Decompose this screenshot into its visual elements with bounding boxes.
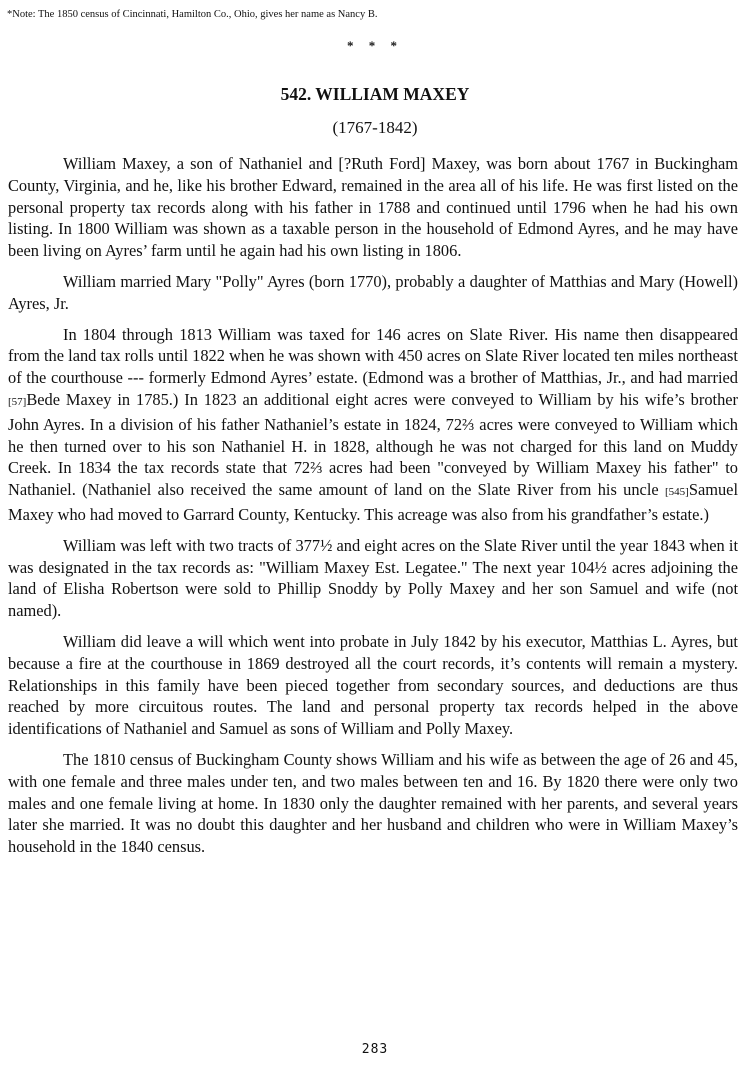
paragraph-birth: William Maxey, a son of Nathaniel and [?Ruth Ford] Maxey, was born about 1767 in Buckingham County, Virginia, and he, like his brother Edward, remained in the area all of his life. He was first listed on the personal property tax records along with his father in 1788 and continued until 1796 when he had his own listing. In 1800 William was shown as a taxable person in the household of Edmond Ayres, and he may have been living on Ayres’ farm until he again had his own listing in 1806. xyxy=(8,154,738,261)
paragraph-census: The 1810 census of Buckingham County shows William and his wife as between the age of 26 and 45, with one female and three males under ten, and two males between ten and 16. By 1820 there were only two males and one female living at home. In 1830 only the daughter remained with her parents, and several years later she married. It was no doubt this daughter and her husband and children who were in William Maxey’s household in the 1840 census. xyxy=(8,749,738,857)
entry-dates: (1767-1842) xyxy=(332,118,418,137)
entry-title: 542. WILLIAM MAXEY xyxy=(280,84,470,104)
cross-reference-545: [545] xyxy=(665,486,689,499)
page-number: 283 xyxy=(361,1042,389,1057)
paragraph-land-text-a: In 1804 through 1813 William was taxed for 146 acres on Slate River. His name then disappeared from the land tax rolls until 1822 when he was shown with 450 acres on Slate River located ten miles northeast of the courthouse --- formerly Edmond Ayres’ estate. (Edmond was a brother of Matthias, Jr., and had married xyxy=(8,324,738,388)
paragraph-will: William did leave a will which went into probate in July 1842 by his executor, Matthias L. Ayres, but because a fire at the courthouse in 1869 destroyed all the court records, it’s contents will remain a mystery. Relationships in this family have been pieced together from secondary sources, and deductions are thus reached by more circuitous routes. The land and personal property tax records helped in the above identifications of Nathaniel and Samuel as sons of William and Polly Maxey. xyxy=(8,631,738,739)
paragraph-tracts: William was left with two tracts of 377½ and eight acres on the Slate River until the year 1843 when it was designated in the tax records as: "William Maxey Est. Legatee." The next year 104½ acres adjoining the land of Elisha Robertson were sold to Phillip Snoddy by Polly Maxey and her son Samuel and wife (not named). xyxy=(8,535,738,621)
paragraph-land-text-c: Samuel Maxey who had moved to Garrard County, Kentucky. This acreage was also from his grandfather’s estate.) xyxy=(8,480,738,524)
footnote: *Note: The 1850 census of Cincinnati, Hamilton Co., Ohio, gives her name as Nancy B. xyxy=(7,9,378,20)
paragraph-land xyxy=(8,324,738,526)
cross-reference-57: [57] xyxy=(8,395,27,408)
entry-body xyxy=(8,153,738,867)
paragraph-marriage: William married Mary "Polly" Ayres (born 1770), probably a daughter of Matthias and Mary (Howell) Ayres, Jr. xyxy=(8,271,738,313)
paragraph-land-text-b: Bede Maxey in 1785.) In 1823 an additional eight acres were conveyed to William by his wife’s brother John Ayres. In a division of his father Nathaniel’s estate in 1824, 72⅔ acres were conveyed to William which he then turned over to his son Nathaniel H. in 1828, although he was not charged for this land on Muddy Creek. In 1834 the tax records state that 72⅔ acres had been "conveyed by William Maxey his father" to Nathaniel. (Nathaniel also received the same amount of land on the Slate River from his uncle xyxy=(8,389,738,500)
section-divider: * * * xyxy=(347,38,403,53)
